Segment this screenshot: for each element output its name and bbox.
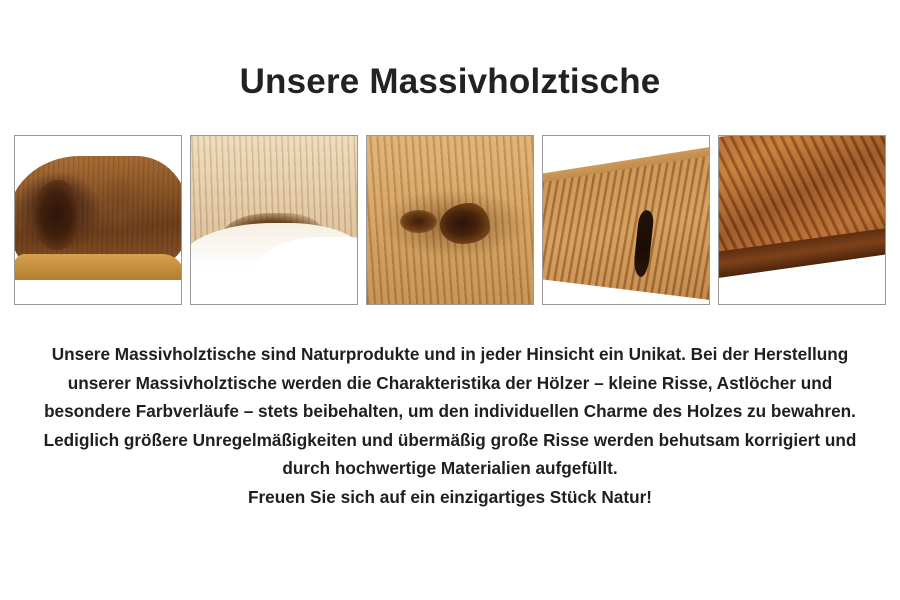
- wood-slab-photo-2-icon: [191, 136, 357, 304]
- gallery-image-5: [718, 135, 886, 305]
- gallery-image-1: [14, 135, 182, 305]
- page-title: Unsere Massivholztische: [239, 62, 661, 101]
- wood-slab-photo-5-icon: [719, 136, 885, 304]
- wood-slab-photo-3-icon: [367, 136, 533, 304]
- gallery-image-2: [190, 135, 358, 305]
- description-paragraph-2: Freuen Sie sich auf ein einzigartiges Stück Natur!: [247, 486, 652, 507]
- gallery-image-4: [542, 135, 710, 305]
- wood-slab-photo-1-icon: [15, 136, 181, 304]
- wood-slab-photo-4-icon: [543, 136, 709, 304]
- image-gallery: [14, 135, 886, 305]
- description-block: [22, 340, 878, 511]
- gallery-image-3: [366, 135, 534, 305]
- description-paragraph-1: Unsere Massivholztische sind Naturprodukte und in jeder Hinsicht ein Unikat. Bei der Herstellung unserer Massivholztische werden die Charakteristika der Hölzer – kleine Risse, Astlöcher und besondere Farbverläufe – stets beibehalten, um den individuellen Charme des Holzes zu bewahren. Lediglich größere Unregelmäßigkeiten und übermäßig große Risse werden behutsam korrigiert und durch hochwertige Materialien aufgefüllt.: [43, 344, 857, 478]
